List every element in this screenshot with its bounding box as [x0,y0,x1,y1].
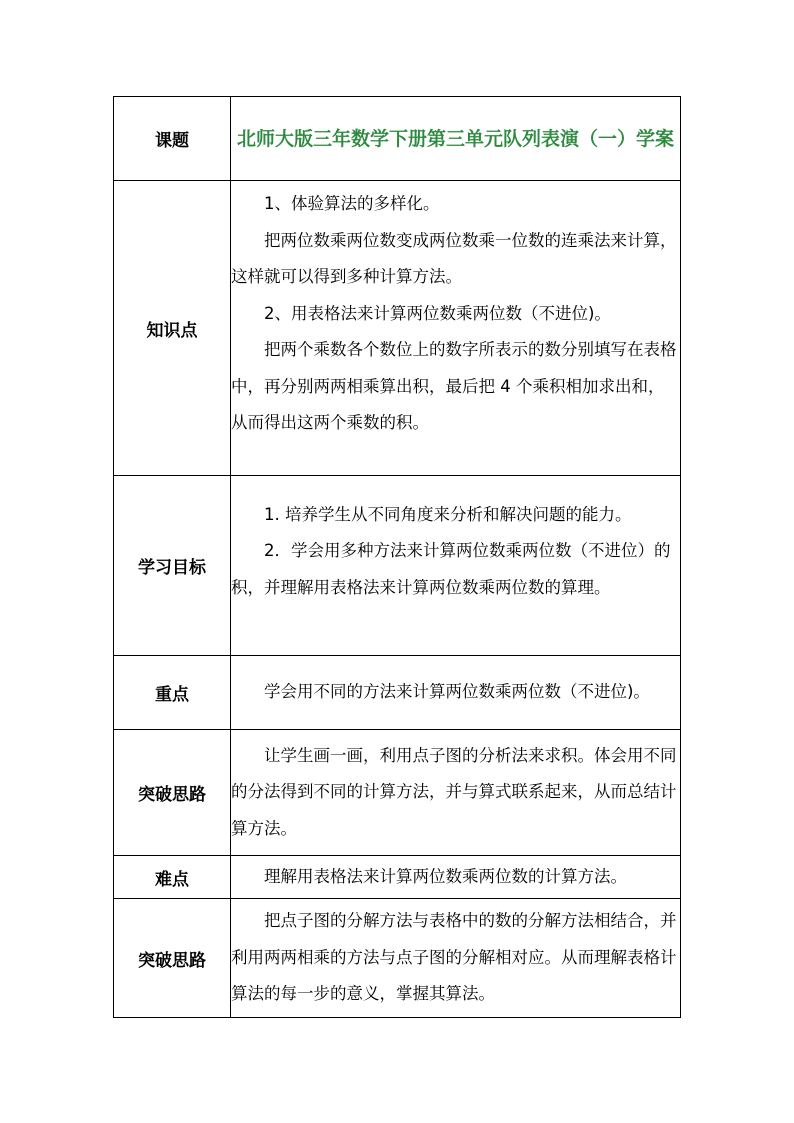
row-content [231,181,681,476]
table-row-knowledge [114,181,681,476]
table-row-objectives [114,476,681,656]
row-label: 课题 [114,97,231,181]
row-content [231,730,681,856]
table-row-topic [114,97,681,181]
row-label: 突破思路 [114,899,231,1018]
paragraph: 1. 培养学生从不同角度来分析和解决问题的能力。 [264,504,632,524]
row-label: 知识点 [114,181,231,476]
row-label: 难点 [114,856,231,899]
paragraph: 2．学会用多种方法来计算两位数乘两位数（不进位）的积，并理解用表格法来计算两位数乘两位数的算理。 [231,541,671,597]
paragraph: 让学生画一画，利用点子图的分析法来求积。体会用不同的分法得到不同的计算方法，并与算式联系起来，从而总结计算方法。 [231,745,677,838]
row-content [231,899,681,1018]
paragraph: 2、用表格法来计算两位数乘两位数（不进位)。 [264,303,611,323]
row-content [231,856,681,899]
paragraph: 1、体验算法的多样化。 [264,194,440,214]
paragraph: 把两位数乘两位数变成两位数乘一位数的连乘法来计算，这样就可以得到多种计算方法。 [231,230,677,287]
table-row-approach-1 [114,730,681,856]
lesson-plan-table [113,96,681,1018]
row-label: 学习目标 [114,476,231,656]
table-row-approach-2 [114,899,681,1018]
paragraph: 学会用不同的方法来计算两位数乘两位数（不进位)。 [264,682,650,702]
table-row-key-point [114,656,681,730]
paragraph: 把两个乘数各个数位上的数字所表示的数分别填写在表格中，再分别两两相乘算出积，最后把 4 个乘积相加求出和，从而得出这两个乘数的积。 [231,340,677,433]
row-label: 突破思路 [114,730,231,856]
row-content [231,656,681,730]
table-row-difficulty [114,856,681,899]
row-label: 重点 [114,656,231,730]
paragraph: 理解用表格法来计算两位数乘两位数的计算方法。 [264,866,627,886]
row-content [231,476,681,656]
lesson-title: 北师大版三年数学下册第三单元队列表演（一）学案 [231,97,681,181]
paragraph: 把点子图的分解方法与表格中的数的分解方法相结合，并利用两两相乘的方法与点子图的分解相对应。从而理解表格计算法的每一步的意义，掌握其算法。 [231,911,677,1004]
